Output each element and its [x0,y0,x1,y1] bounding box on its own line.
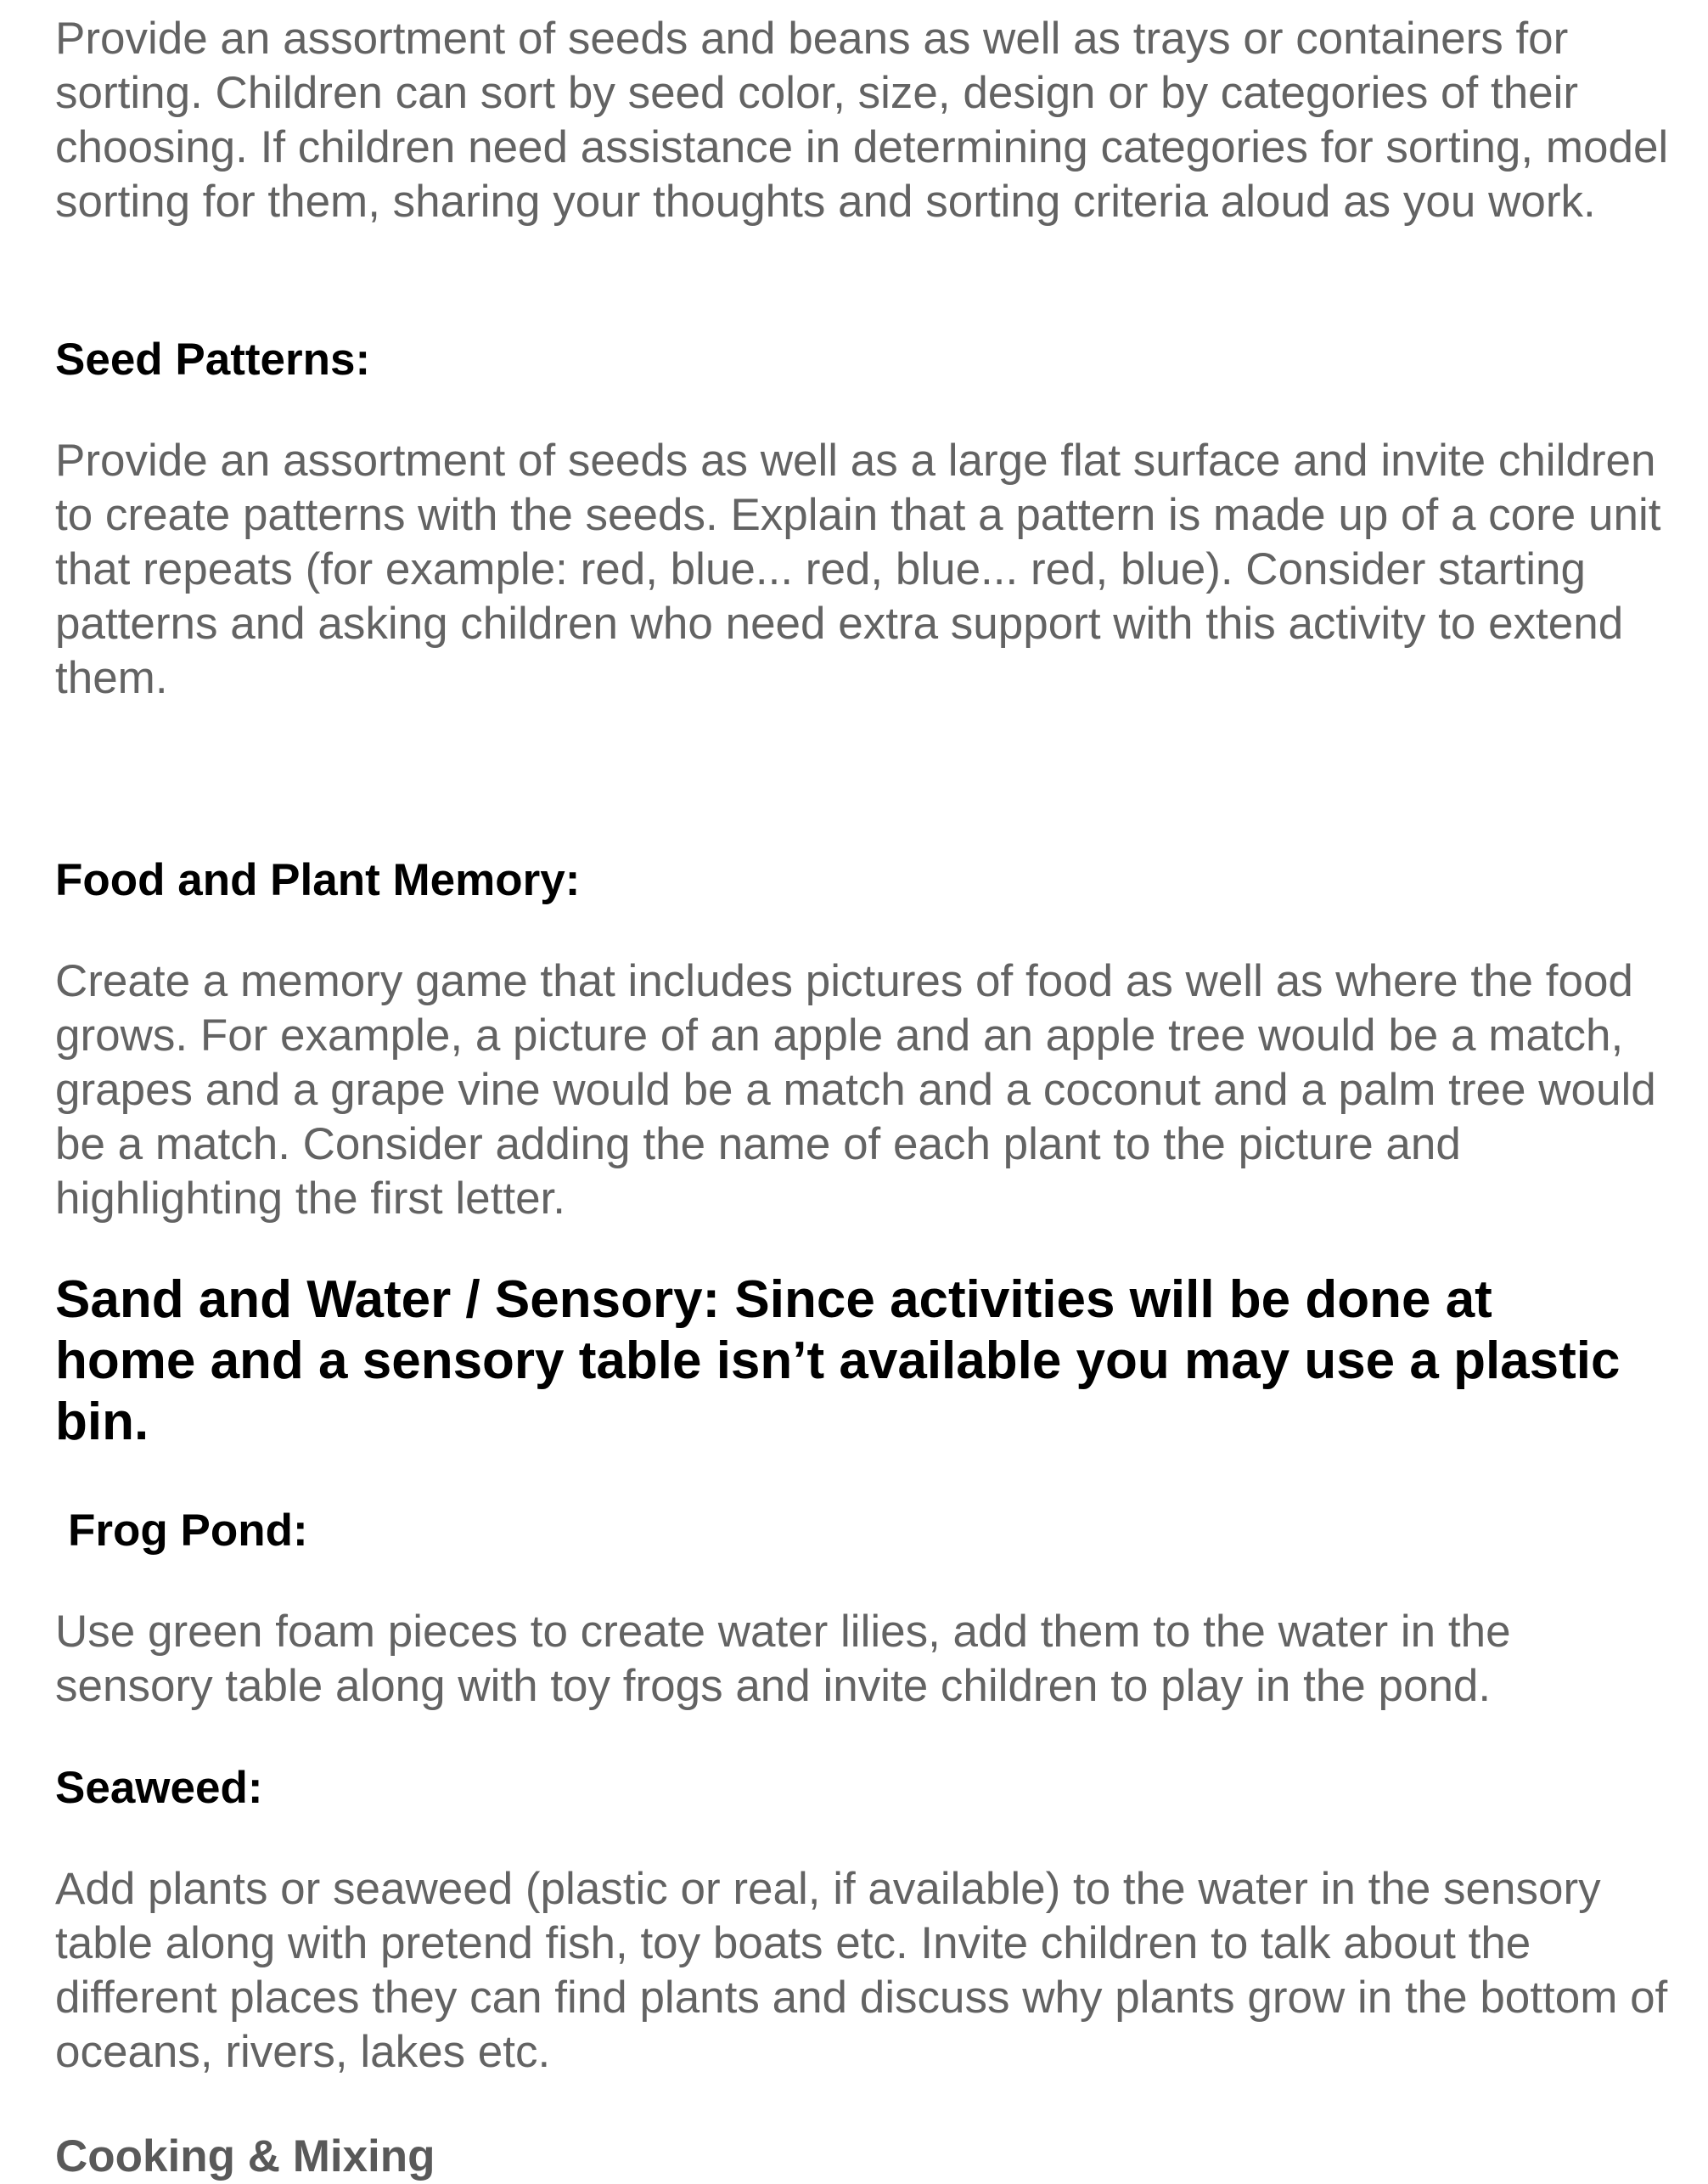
seaweed-paragraph: Add plants or seaweed (plastic or real, if available) to the water in the sensory table along with pretend fish, toy boats etc. Invite children to talk about the different places they can find plants and discuss why plants grow in the bottom of oceans, rivers, lakes etc. [55,1864,1668,2077]
sand-water-heading: Sand and Water / Sensory: Since activities will be done at home and a sensory table isn’t available you may use a plastic bin. [55,1270,1621,1451]
intro-paragraph: Provide an assortment of seeds and beans as well as trays or containers for sorting. Children can sort by seed color, size, design or by categories of their choosing. If children need assistance in determining categories for sorting, model sorting for them, sharing your thoughts and sorting criteria aloud as you work. [55,14,1669,227]
cooking-mixing-heading: Cooking & Mixing [55,2131,435,2181]
seed-patterns-heading: Seed Patterns: [55,335,371,385]
frog-pond-paragraph: Use green foam pieces to create water lilies, add them to the water in the sensory table along with toy frogs and invite children to play in the pond. [55,1607,1511,1711]
food-plant-memory-paragraph: Create a memory game that includes pictures of food as well as where the food grows. For example, a picture of an apple and an apple tree would be a match, grapes and a grape vine would be a match and a coconut and a palm tree would be a match. Consider adding the name of each plant to the picture and highlighting the first letter. [55,956,1656,1224]
seed-patterns-paragraph: Provide an assortment of seeds as well as a large flat surface and invite children to create patterns with the seeds. Explain that a pattern is made up of a core unit that repeats (for example: red, blue... red, blue... red, blue). Consider starting patterns and asking children who need extra support with this activity to extend them. [55,436,1661,703]
food-plant-memory-heading: Food and Plant Memory: [55,855,581,905]
frog-pond-heading: Frog Pond: [68,1506,308,1556]
seaweed-heading: Seaweed: [55,1763,263,1813]
